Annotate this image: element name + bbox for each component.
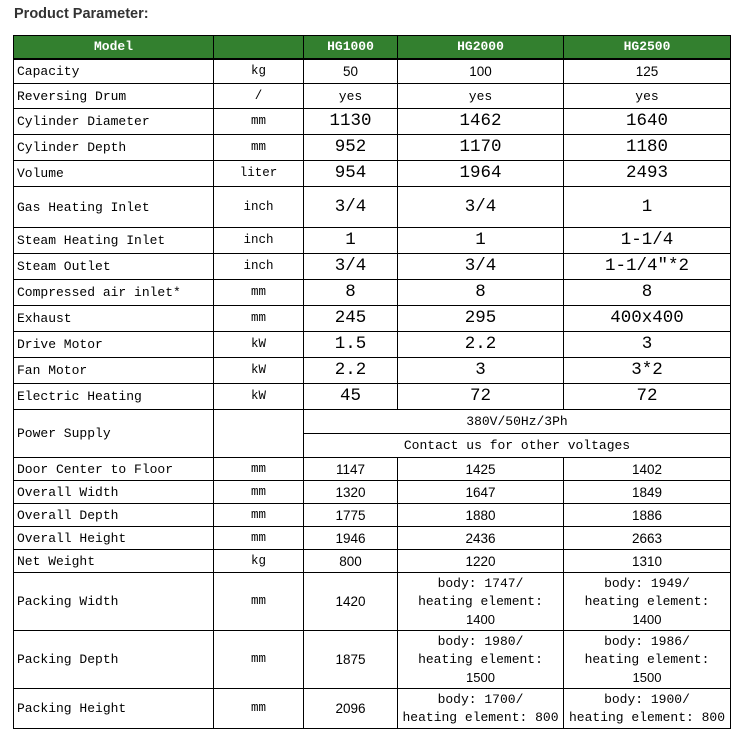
row-label: Volume bbox=[14, 161, 214, 187]
value-hg2000: 1425 bbox=[398, 458, 564, 481]
value-hg2000 bbox=[398, 689, 564, 729]
row-label: Steam Outlet bbox=[14, 254, 214, 280]
value-hg2500: 1402 bbox=[564, 458, 731, 481]
table-row bbox=[14, 527, 731, 550]
power-supply-note: Contact us for other voltages bbox=[304, 434, 731, 458]
table-row bbox=[14, 689, 731, 729]
parameter-table bbox=[13, 35, 731, 729]
value-hg1000: 1.5 bbox=[304, 332, 398, 358]
row-unit: mm bbox=[214, 458, 304, 481]
table-row bbox=[14, 384, 731, 410]
row-label: Steam Heating Inlet bbox=[14, 228, 214, 254]
row-label: Electric Heating bbox=[14, 384, 214, 410]
table-row bbox=[14, 254, 731, 280]
row-unit: mm bbox=[214, 135, 304, 161]
value-hg2500: 1-1/4"*2 bbox=[564, 254, 731, 280]
power-supply-voltage: 380V/50Hz/3Ph bbox=[304, 410, 731, 434]
value-hg2500 bbox=[564, 631, 731, 689]
value-hg2000: 3/4 bbox=[398, 187, 564, 228]
value-hg2500: 72 bbox=[564, 384, 731, 410]
row-label: Compressed air inlet* bbox=[14, 280, 214, 306]
row-unit: inch bbox=[214, 254, 304, 280]
value-hg2500: 1-1/4 bbox=[564, 228, 731, 254]
row-unit: mm bbox=[214, 504, 304, 527]
row-label: Gas Heating Inlet bbox=[14, 187, 214, 228]
row-label: Door Center to Floor bbox=[14, 458, 214, 481]
header-model: Model bbox=[14, 36, 214, 59]
value-hg1000: 1946 bbox=[304, 527, 398, 550]
row-label: Exhaust bbox=[14, 306, 214, 332]
value-hg2000: 8 bbox=[398, 280, 564, 306]
value-line: 1500 bbox=[632, 669, 662, 685]
value-line: heating element: 800 bbox=[402, 709, 559, 725]
value-hg2000: 100 bbox=[398, 59, 564, 84]
value-hg2000: 3 bbox=[398, 358, 564, 384]
row-unit: mm bbox=[214, 481, 304, 504]
header-hg2000: HG2000 bbox=[398, 36, 564, 59]
value-hg2500: 8 bbox=[564, 280, 731, 306]
value-line: heating element: 800 bbox=[568, 709, 726, 725]
value-hg1000: 954 bbox=[304, 161, 398, 187]
row-label: Reversing Drum bbox=[14, 84, 214, 109]
power-supply-unit bbox=[214, 410, 304, 458]
row-unit: mm bbox=[214, 280, 304, 306]
header-row bbox=[14, 36, 731, 59]
row-unit: liter bbox=[214, 161, 304, 187]
table-row bbox=[14, 280, 731, 306]
power-supply-label: Power Supply bbox=[14, 410, 214, 458]
row-label: Cylinder Depth bbox=[14, 135, 214, 161]
value-hg2500: 3*2 bbox=[564, 358, 731, 384]
value-line: body: 1900/ bbox=[604, 691, 690, 707]
page-title: Product Parameter: bbox=[14, 6, 149, 22]
value-hg1000: yes bbox=[304, 84, 398, 109]
value-line: body: 1980/ bbox=[437, 633, 524, 649]
value-hg2000: 1462 bbox=[398, 109, 564, 135]
value-hg2000 bbox=[398, 573, 564, 631]
table-row bbox=[14, 631, 731, 689]
row-unit: mm bbox=[214, 631, 304, 689]
value-line: 1500 bbox=[466, 669, 495, 685]
table-row bbox=[14, 161, 731, 187]
value-hg2000: 1170 bbox=[398, 135, 564, 161]
value-hg1000: 8 bbox=[304, 280, 398, 306]
row-label: Overall Depth bbox=[14, 504, 214, 527]
value-line: heating element: bbox=[418, 651, 543, 667]
value-hg2000: 1 bbox=[398, 228, 564, 254]
value-hg2000: 1647 bbox=[398, 481, 564, 504]
table-row bbox=[14, 550, 731, 573]
value-hg1000: 1320 bbox=[304, 481, 398, 504]
value-hg2500: 1849 bbox=[564, 481, 731, 504]
table-row bbox=[14, 109, 731, 135]
value-hg1000: 952 bbox=[304, 135, 398, 161]
table-row bbox=[14, 84, 731, 109]
value-hg2500: 1310 bbox=[564, 550, 731, 573]
value-line: heating element: bbox=[418, 593, 543, 609]
value-hg1000: 1147 bbox=[304, 458, 398, 481]
value-line: body: 1949/ bbox=[604, 575, 690, 591]
row-label: Drive Motor bbox=[14, 332, 214, 358]
value-hg2500 bbox=[564, 573, 731, 631]
value-hg1000: 1 bbox=[304, 228, 398, 254]
table-row bbox=[14, 332, 731, 358]
value-hg2000 bbox=[398, 631, 564, 689]
table-row bbox=[14, 458, 731, 481]
power-supply-row bbox=[14, 410, 731, 434]
value-hg2000: 295 bbox=[398, 306, 564, 332]
row-unit: mm bbox=[214, 689, 304, 729]
table-row bbox=[14, 306, 731, 332]
value-hg1000: 45 bbox=[304, 384, 398, 410]
value-line: heating element: bbox=[584, 593, 710, 609]
value-hg1000: 800 bbox=[304, 550, 398, 573]
row-unit: kW bbox=[214, 332, 304, 358]
value-hg2000: 1880 bbox=[398, 504, 564, 527]
header-unit bbox=[214, 36, 304, 59]
value-hg2000: 1220 bbox=[398, 550, 564, 573]
row-label: Packing Width bbox=[14, 573, 214, 631]
row-unit: mm bbox=[214, 527, 304, 550]
value-hg2500: 2493 bbox=[564, 161, 731, 187]
value-line: heating element: bbox=[584, 651, 710, 667]
row-unit: kg bbox=[214, 59, 304, 84]
table-row bbox=[14, 135, 731, 161]
table-row bbox=[14, 59, 731, 84]
value-hg1000: 1875 bbox=[304, 631, 398, 689]
row-unit: / bbox=[214, 84, 304, 109]
row-unit: kg bbox=[214, 550, 304, 573]
row-label: Packing Depth bbox=[14, 631, 214, 689]
value-hg2000: 3/4 bbox=[398, 254, 564, 280]
row-label: Fan Motor bbox=[14, 358, 214, 384]
value-hg2500: 1180 bbox=[564, 135, 731, 161]
value-hg2500: yes bbox=[564, 84, 731, 109]
value-hg2500 bbox=[564, 689, 731, 729]
value-hg1000: 245 bbox=[304, 306, 398, 332]
header-hg1000: HG1000 bbox=[304, 36, 398, 59]
row-unit: kW bbox=[214, 384, 304, 410]
value-hg1000: 1420 bbox=[304, 573, 398, 631]
value-hg2000: 2436 bbox=[398, 527, 564, 550]
value-hg1000: 1775 bbox=[304, 504, 398, 527]
row-unit: mm bbox=[214, 109, 304, 135]
table-row bbox=[14, 358, 731, 384]
value-hg1000: 3/4 bbox=[304, 187, 398, 228]
header-hg2500: HG2500 bbox=[564, 36, 731, 59]
row-unit: inch bbox=[214, 228, 304, 254]
value-hg2000: 2.2 bbox=[398, 332, 564, 358]
value-line: body: 1700/ bbox=[437, 691, 524, 707]
value-line: 1400 bbox=[632, 611, 662, 627]
value-line: 1400 bbox=[466, 611, 495, 627]
row-label: Net Weight bbox=[14, 550, 214, 573]
table-row bbox=[14, 573, 731, 631]
value-hg2500: 1 bbox=[564, 187, 731, 228]
value-hg2000: 1964 bbox=[398, 161, 564, 187]
row-unit: mm bbox=[214, 573, 304, 631]
row-label: Overall Width bbox=[14, 481, 214, 504]
row-unit: kW bbox=[214, 358, 304, 384]
table-row bbox=[14, 228, 731, 254]
value-hg2500: 125 bbox=[564, 59, 731, 84]
row-label: Overall Height bbox=[14, 527, 214, 550]
row-label: Cylinder Diameter bbox=[14, 109, 214, 135]
table-row bbox=[14, 187, 731, 228]
value-hg2000: 72 bbox=[398, 384, 564, 410]
value-hg2500: 2663 bbox=[564, 527, 731, 550]
table-row bbox=[14, 504, 731, 527]
value-hg2000: yes bbox=[398, 84, 564, 109]
value-hg2500: 400x400 bbox=[564, 306, 731, 332]
row-label: Capacity bbox=[14, 59, 214, 84]
value-line: body: 1747/ bbox=[437, 575, 524, 591]
row-unit: mm bbox=[214, 306, 304, 332]
value-hg1000: 1130 bbox=[304, 109, 398, 135]
row-unit: inch bbox=[214, 187, 304, 228]
value-hg1000: 2.2 bbox=[304, 358, 398, 384]
value-hg2500: 1886 bbox=[564, 504, 731, 527]
row-label: Packing Height bbox=[14, 689, 214, 729]
value-hg1000: 50 bbox=[304, 59, 398, 84]
value-hg1000: 3/4 bbox=[304, 254, 398, 280]
value-line: body: 1986/ bbox=[604, 633, 690, 649]
value-hg2500: 1640 bbox=[564, 109, 731, 135]
table-row bbox=[14, 481, 731, 504]
value-hg1000: 2096 bbox=[304, 689, 398, 729]
value-hg2500: 3 bbox=[564, 332, 731, 358]
